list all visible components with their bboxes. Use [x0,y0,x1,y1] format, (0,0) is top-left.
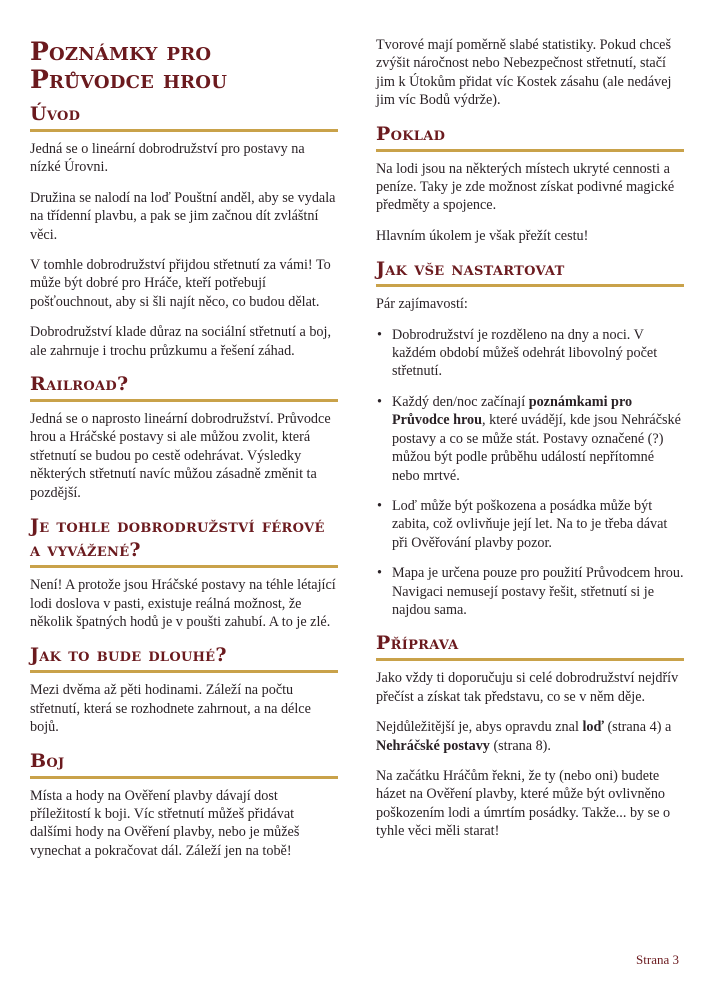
section-railroad [30,372,338,502]
heading-fair: Je tohle dobrodružství férové a vyvážené? [30,514,338,568]
list-item [390,393,684,485]
right-column [376,36,684,853]
heading-start: Jak vše nastartovat [376,257,684,287]
left-column [30,36,338,872]
list-item: • Loď může být poškozena a posádka může být zabita, což ovlivňuje její let. Na to je třeba dávat při Ověřování plavby pozor. [390,497,684,552]
paragraph: Pár zajímavostí: [376,296,468,313]
paragraph: Jedná se o naprosto lineární dobrodružství. Průvodce hrou a Hráčské postavy si ale můžou zvolit, která střetnutí se budou po cestě odehrávat. Výsledky některých střetnutí navíc můžou zásadně změnit ta pozdější. [30,411,331,501]
heading-treasure: Poklad [376,122,684,152]
paragraph: V tomhle dobrodružství přijdou střetnutí za vámi! To může být dobré pro Hráče, kteří potřebují pošťouchnout, aby si šli najít něco, co budou dělat. [30,257,331,310]
section-length [30,643,338,736]
paragraph: Tvorové mají poměrně slabé statistiky. Pokud chceš zvýšit náročnost nebo Nebezpečnost střetnutí, stačí jim k Útokům přidat víc Kostek zásahu (ale nedávej jim víc Bodů výdrže). [376,37,672,109]
text: , které uvádějí, kde jsou Nehráčské postavy a co se může stát. Postavy označené (?) můžou být podle průběhu událostí nepřítomné nebo mrtvé. [392,412,681,484]
text: Každý den/noc začínají [392,393,529,410]
bold-text: loď [582,719,604,736]
paragraph: Jako vždy ti doporučuju si celé dobrodružství nejdřív přečíst a získat tak představu, co se v něm děje. [376,670,679,705]
bold-text: Nehráčské postavy [376,737,490,754]
paragraph: Družina se nalodí na loď Pouštní anděl, aby se vydala na třídenní plavbu, a pak se jim začnou dít zvláštní věci. [30,189,336,243]
bold-text: poznámkami pro Průvodce hrou [392,393,633,429]
paragraph: Hlavním úkolem je však přežít cestu! [376,227,589,244]
heading-uvod: Úvod [30,102,338,132]
section-uvod [30,102,338,360]
paragraph: Mezi dvěma až pěti hodinami. Záleží na počtu střetnutí, která se rozhodnete zahrnout, a na délce bojů. [30,682,311,736]
list-item: • Dobrodružství je rozděleno na dny a noci. V každém období můžeš odehrát libovolný počet střetnutí. [390,326,684,381]
bullet-list [376,326,684,620]
section-treasure [376,122,684,246]
text: Nejdůležitější je, abys opravdu znal [376,719,583,736]
page-number: Strana 3 [636,952,679,967]
heading-length: Jak to bude dlouhé? [30,643,338,673]
paragraph: Jedná se o lineární dobrodružství pro postavy na nízké Úrovni. [30,141,305,176]
paragraph: Na začátku Hráčům řekni, že ty (nebo oni) budete házet na Ověření plavby, které může být ovlivněno poškozením lodi a úmrtím posádky. Takže... by se o tyhle věci měli starat! [376,767,671,840]
heading-prep: Příprava [376,631,684,661]
paragraph [376,718,684,755]
paragraph: Místa a hody na Ověření plavby dávají dost příležitostí k boji. Víc střetnutí můžeš přidávat dalšími hody na Ověření plavby, nebo je můžeš vynechat a pokračovat dál. Záleží jen na tobě! [30,787,300,859]
text: (strana 4) a [603,719,672,736]
heading-railroad: Railroad? [30,372,338,402]
list-item: • Mapa je určena pouze pro použití Průvodcem hrou. Navigaci nemusejí postavy řešit, střetnutí si je najdou sama. [390,564,684,619]
paragraph: Dobrodružství klade důraz na sociální střetnutí a boj, ale zahrnuje i trochu průzkumu a řešení záhad. [30,324,332,359]
text: (strana 8). [489,737,551,754]
paragraph: Není! A protože jsou Hráčské postavy na téhle létající lodi doslova v pasti, existuje reálná možnost, že několik špatných hodů je v poušti zahubí. A to je zlé. [30,577,336,630]
paragraph: Na lodi jsou na některých místech ukryté cennosti a peníze. Taky je zde možnost získat podivné magické předměty a spojence. [376,160,675,214]
section-prep [376,631,684,840]
heading-combat: Boj [30,749,338,779]
section-start [376,257,684,619]
section-fair [30,514,338,631]
page-title: Poznámky pro Průvodce hrou [30,37,228,94]
section-combat [30,749,338,861]
